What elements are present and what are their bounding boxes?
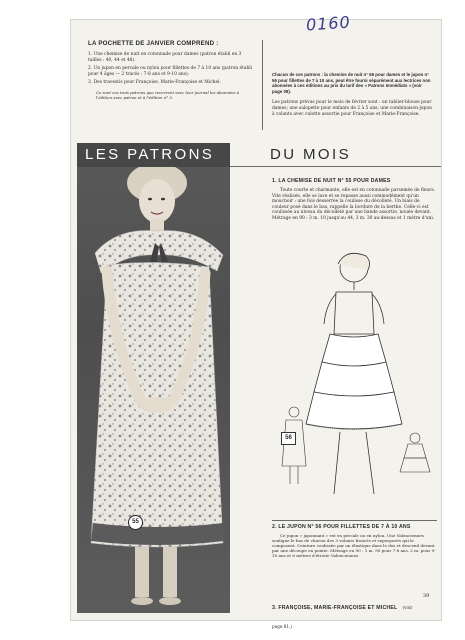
section-3-title: 3. FRANÇOISE, MARIE-FRANÇOISE ET MICHEL <box>272 605 398 611</box>
section-2-body: Ce jupon « japonnant » est en percale ou en nylon. Une Valenciennes souligne le bas de chacun des 3 volants froncés et superposés qui le composent. Ceinture coulissée par un élastique dans le dos et descend devant par une découpe en pointe. Métrage en 90 : 1 m. 90 pour 7-8 ans, 2 m. pour 9-10 ans et 6 mètres d'étroite Valenciennes. <box>272 533 436 559</box>
section-1-body: Toute courte et charmante, elle est en cotonnade parsemée de fleurs. Vite réalisée, elle se lave et se repasse aussi commodément qu'un mouchoir : une fois desserrée la coulisse du décolleté. Un biais de couleur posé dans le bas, rappelle la bordure de la berthe. Celle-ci est coulissée au niveau du décolleté par une bande assortie, nouée devant. Métrage en 90 : 3 m. 10 jusqu'au 44, 3 m. 30 au-dessus et 1 mètre d'uni. <box>272 188 435 221</box>
handwritten-note: 0160 <box>305 12 352 35</box>
sidebar-note-p1: Chacun de ces patrons : la chemise de nuit n° 55 pour dames et le jupon n° 56 pour fillettes de 7 à 10 ans, peut être fourni séparément aux lectrices non abonnées à ces éditions au prix du tarif des « Patrons Immédiats » (voir page 09). <box>272 72 431 94</box>
sketch-number-badge: 56 <box>281 432 296 445</box>
page-number: 39 <box>423 593 430 599</box>
sidebar-note-p2: Les patrons prévus pour le mois de février sont : un tablier-blouse pour dames; une salopette pour enfants de 2 à 5 ans; une combinaison-jupon à volants avec culotte assortie pour Françoise et Marie-Françoise. <box>272 100 432 117</box>
section-3-ref: (voir page 81.) <box>272 605 413 629</box>
section-3 <box>272 594 422 632</box>
section-divider <box>272 520 437 521</box>
banner-title-right: DU MOIS <box>270 146 351 163</box>
sidebar-note <box>272 72 432 117</box>
section-2 <box>272 524 437 558</box>
model-photo <box>77 143 230 613</box>
banner-underline <box>230 166 441 167</box>
pochette-note: Ce sont ces trois patrons que recevront avec leur journal les abonnées à l'édition avec patron et à l'édition n° 3. <box>96 89 240 100</box>
pochette-block <box>88 40 253 100</box>
nightgown-photo-illustration <box>77 143 230 613</box>
section-1 <box>272 178 437 222</box>
section-1-title: 1. LA CHEMISE DE NUIT N° 55 POUR DAMES <box>272 178 391 184</box>
pochette-item-1: 1. Une chemise de nuit en cotonnade pour dames (patron établi en 3 tailles : 40, 44 et 48). <box>88 52 242 63</box>
petticoat-sketch <box>276 244 436 514</box>
photo-number-badge: 55 <box>128 515 143 530</box>
column-divider <box>262 40 263 130</box>
pochette-item-3: 3. Des travestis pour Françoise, Marie-Françoise et Michel. <box>88 80 221 86</box>
pochette-title: LA POCHETTE DE JANVIER COMPREND : <box>88 40 219 47</box>
section-2-title: 2. LE JUPON N° 56 POUR FILLETTES DE 7 À 10 ANS <box>272 524 411 530</box>
pochette-item-2: 2. Un jupon en percale ou nylon pour fillettes de 7 à 10 ans (patron établi pour 4 âges — 2 tracés : 7-8 ans et 9-10 ans). <box>88 66 253 77</box>
banner-title-left: LES PATRONS <box>85 146 215 163</box>
